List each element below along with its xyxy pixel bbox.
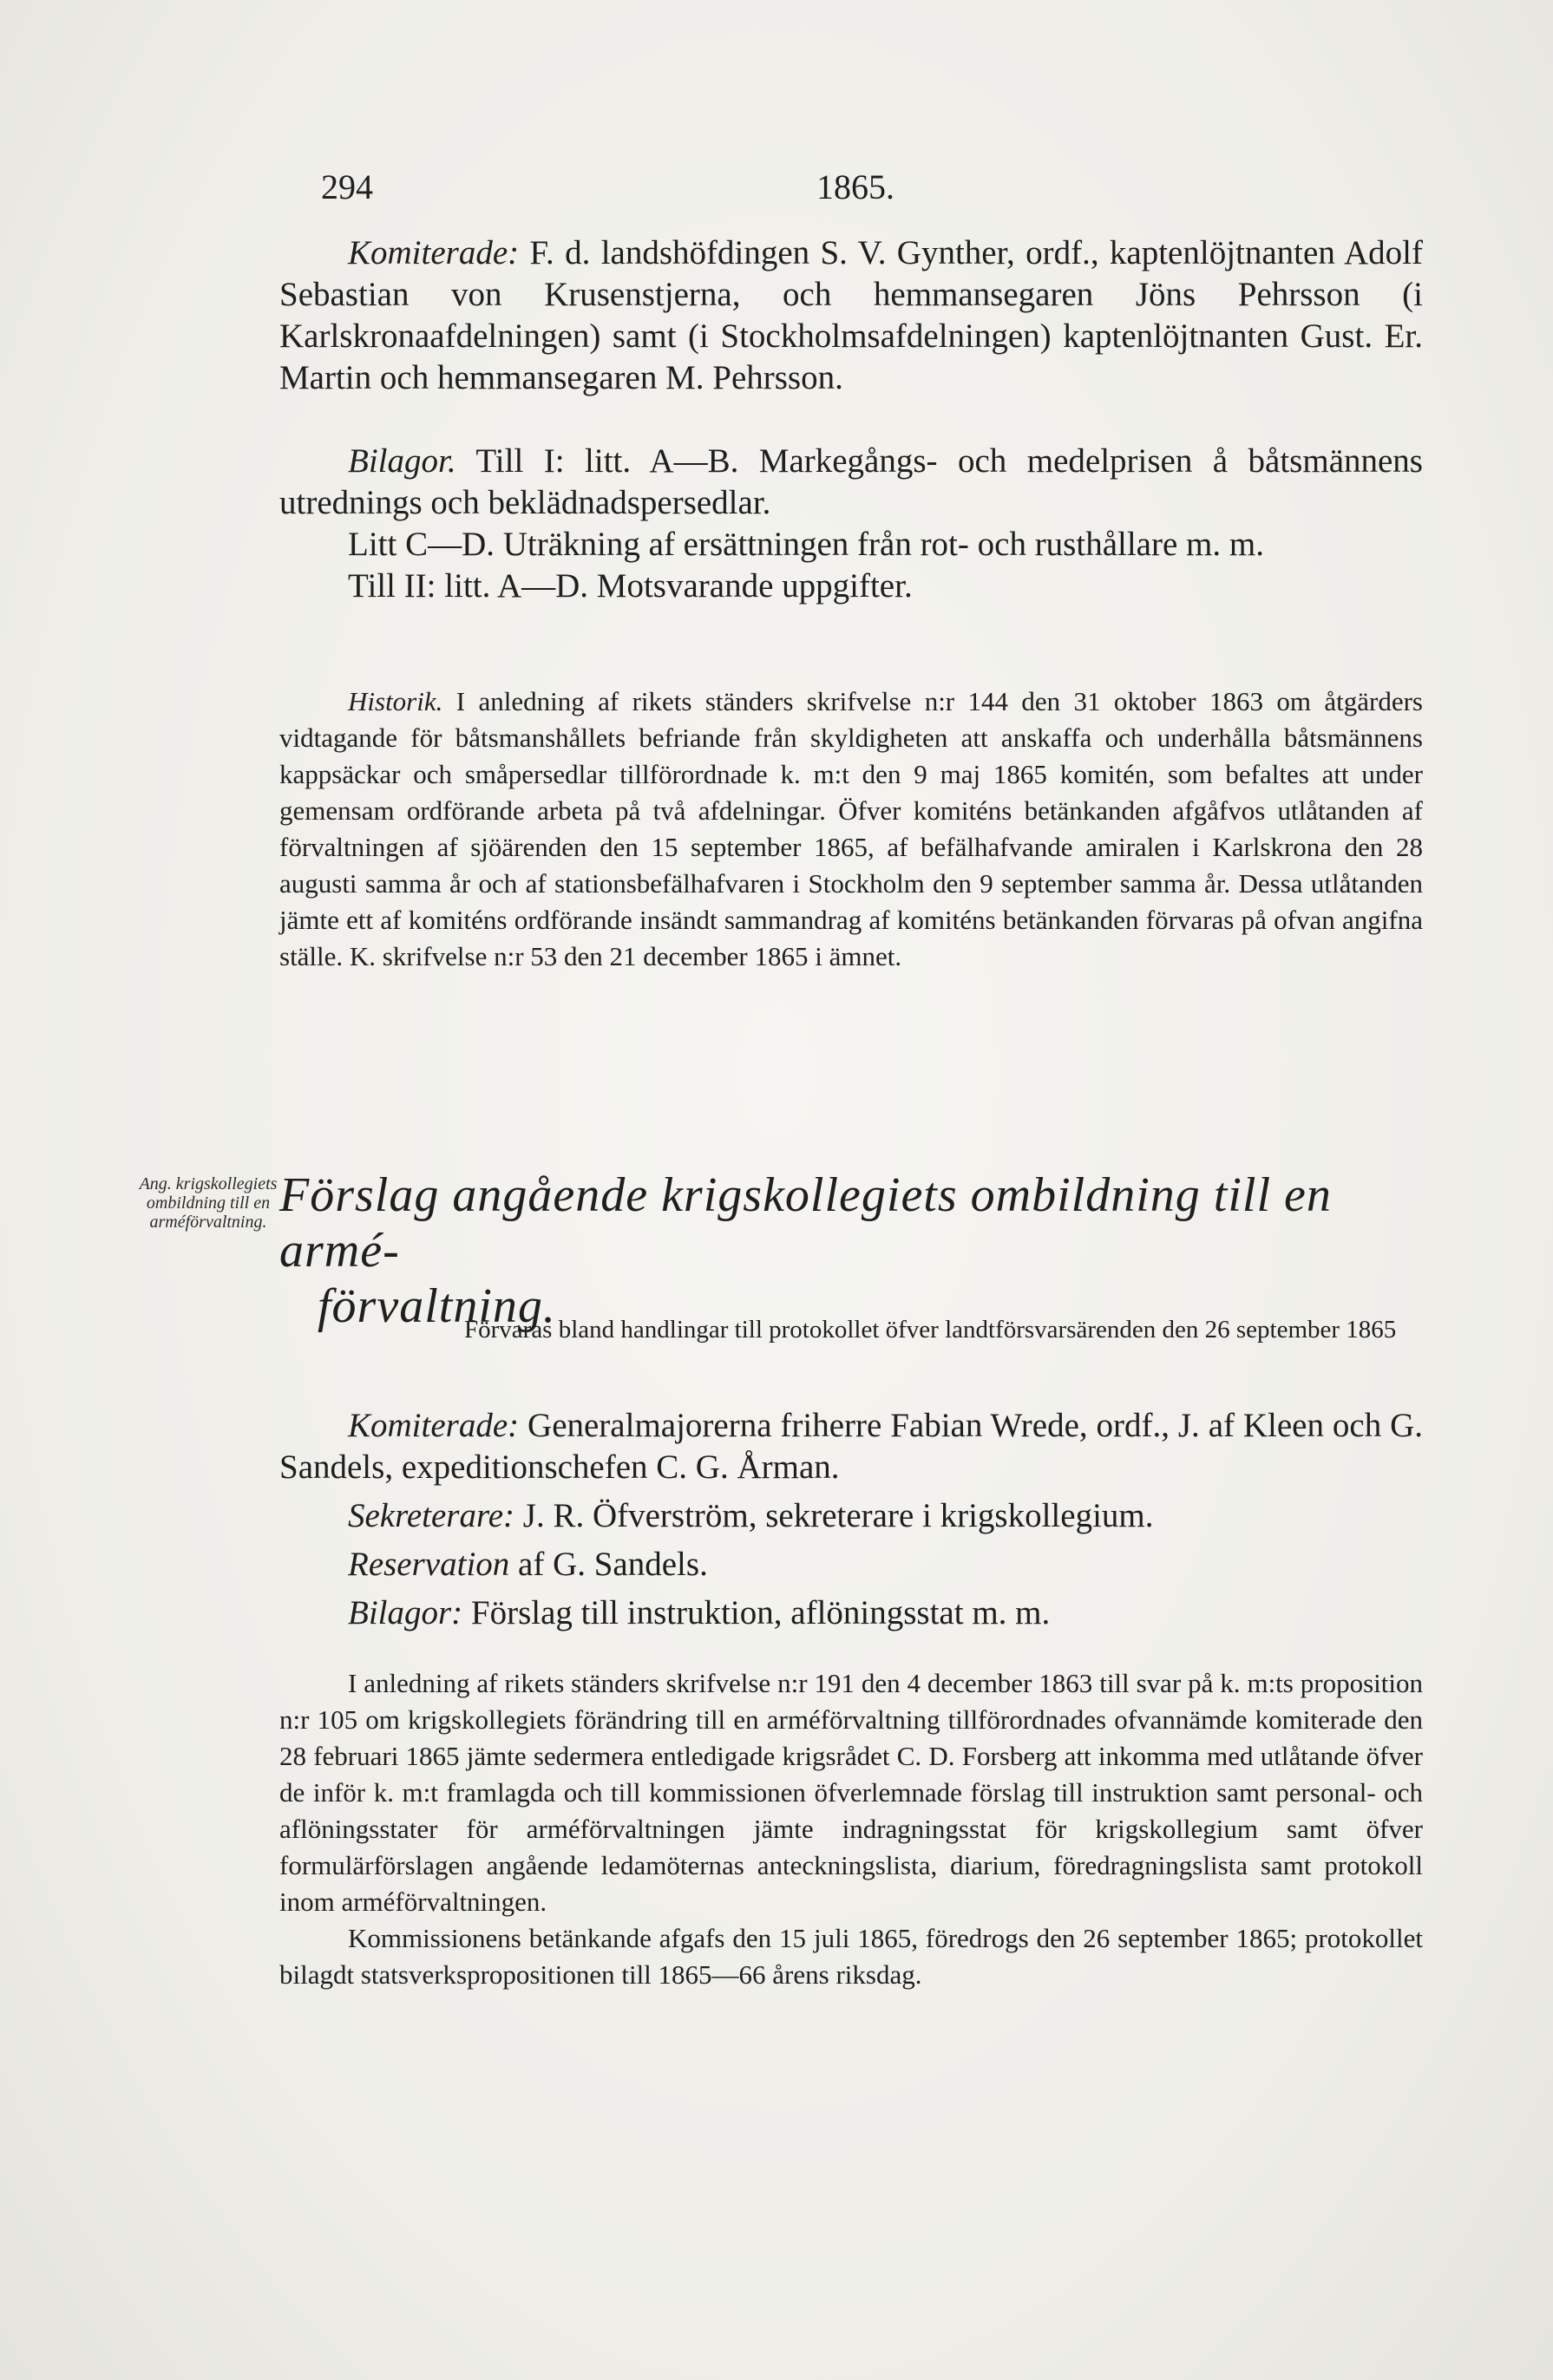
section2-body xyxy=(279,1665,1423,1993)
section-title xyxy=(279,1167,1433,1334)
page-year: 1865. xyxy=(816,167,894,206)
reservation-label: Reservation xyxy=(348,1546,510,1583)
till-ii: Till II: litt. A—D. Motsvarande uppgifter. xyxy=(348,567,913,605)
page-number: 294 xyxy=(321,167,373,206)
section-title-line1: Förslag angående krigskollegiets ombildning till en armé- xyxy=(279,1168,1332,1278)
section-title-line2: förvaltning. xyxy=(318,1279,556,1333)
section1-historik xyxy=(279,683,1423,975)
bilagor-label: Bilagor. xyxy=(348,442,456,480)
sekreterare-text: J. R. Öfverström, sekreterare i krigskollegium. xyxy=(514,1497,1154,1534)
s2-komiterade-text: Generalmajorerna friherre Fabian Wrede, ordf., J. af Kleen och G. Sandels, expeditionschefen C. G. Årman. xyxy=(279,1407,1423,1486)
historik-label: Historik. xyxy=(348,686,443,716)
sekreterare-label: Sekreterare: xyxy=(348,1497,515,1534)
litt-cd: Litt C—D. Uträkning af ersättningen från rot- och rusthållare m. m. xyxy=(348,526,1264,563)
reservation-text: af G. Sandels. xyxy=(509,1546,708,1583)
s2-bilagor-label: Bilagor: xyxy=(348,1594,463,1631)
s2-bilagor-text: Förslag till instruktion, aflöningsstat m. m. xyxy=(462,1594,1051,1631)
historik-text: I anledning af rikets ständers skrifvelse n:r 144 den 31 oktober 1863 om åtgärders vidtagande för båtsmanshållets befriande från skyldigheten att anskaffa och underhålla båtsmännens kappsäckar och småpersedlar tillförordnade k. m:t den 9 maj 1865 komitén, som befaltes att under gemensam ordförande arbeta på två afdelningar. Öfver komiténs betänkanden afgåfvos utlåtanden af förvaltningen af sjöärenden den 15 september 1865, af befälhafvande amiralen i Karlskrona den 28 augusti samma år och af stationsbefälhafvaren i Stockholm den 9 september samma år. Dessa utlåtanden jämte ett af komiténs ordförande insändt sammandrag af komiténs betänkanden förvaras på ofvan angifna ställe. K. skrifvelse n:r 53 den 21 december 1865 i ämnet. xyxy=(279,686,1423,971)
paragraph-1: I anledning af rikets ständers skrifvelse n:r 191 den 4 december 1863 till svar på k. m:ts proposition n:r 105 om krigskollegiets förändring till en arméförvaltning tillförordnades ofvannämde komiterade den 28 februari 1865 jämte sedermera entledigade krigsrådet C. D. Forsberg att inkomma med utlåtande öfver de inför k. m:t framlagda och till kommissionen öfverlemnade förslag till instruktion samt personal- och aflöningsstater för arméförvaltningen jämte indragningsstat för krigskollegium samt öfver formulärförslagen angående ledamöternas anteckningslista, diarium, föredragningslista samt protokoll inom arméförvaltningen. xyxy=(279,1668,1423,1917)
paragraph-2: Kommissionens betänkande afgafs den 15 juli 1865, föredrogs den 26 september 1865; protokollet bilagdt statsverkspropositionen till 1865—66 årens riksdag. xyxy=(279,1923,1423,1990)
komiterade-text: F. d. landshöfdingen S. V. Gynther, ordf., kaptenlöjtnanten Adolf Sebastian von Krusenstjerna, och hemmansegaren Jöns Pehrsson (i Karlskronaafdelningen) samt (i Stockholmsafdelningen) kaptenlöjtnanten Gust. Er. Martin och hemmansegaren M. Pehrsson. xyxy=(279,234,1423,396)
section1-bilagor xyxy=(279,441,1423,607)
storage-note: Förvaras bland handlingar till protokollet öfver landtförsvarsärenden den 26 september 1865 xyxy=(464,1316,1397,1344)
page-header xyxy=(321,167,1189,210)
s2-komiterade-label: Komiterade: xyxy=(348,1407,520,1444)
komiterade-label: Komiterade: xyxy=(348,234,520,271)
bilagor-text: Till I: litt. A—B. Markegångs- och medelprisen å båtsmännens utrednings och beklädnadspersedlar. xyxy=(279,442,1423,521)
section1-komiterade xyxy=(279,232,1423,399)
section2-meta xyxy=(279,1405,1423,1634)
margin-note: Ang. krigskollegiets ombildning till en arméförvaltning. xyxy=(139,1174,278,1232)
